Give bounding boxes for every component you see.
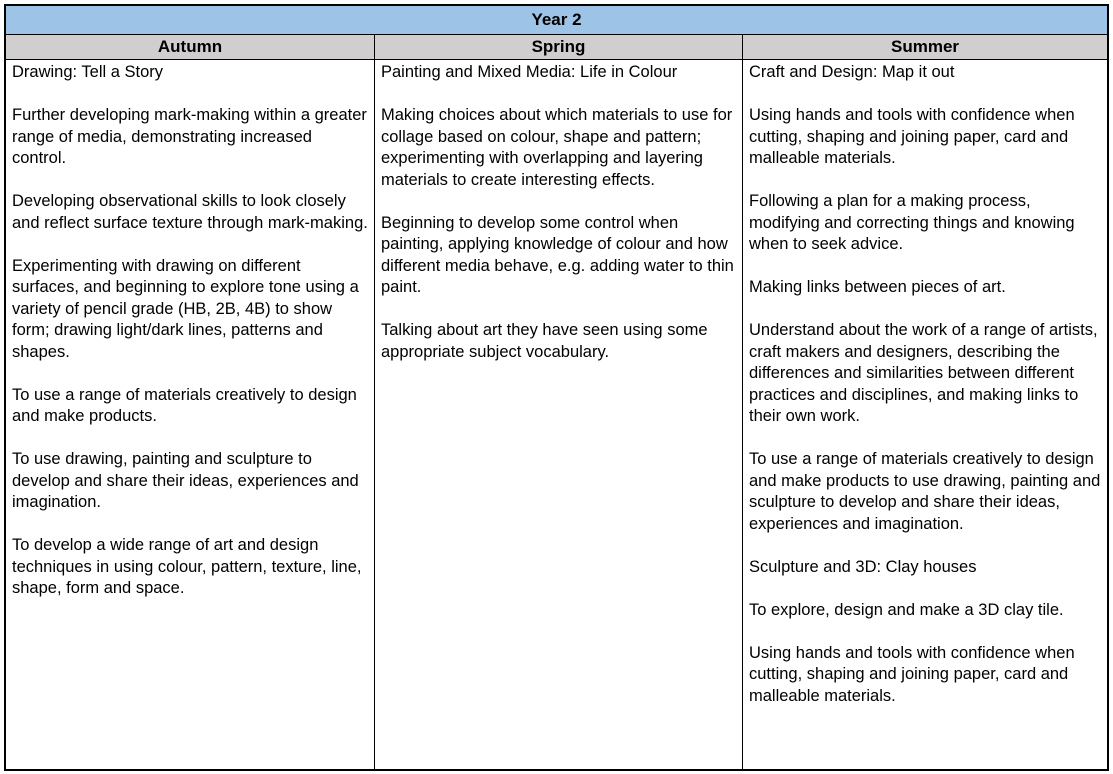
summer-paragraph: To explore, design and make a 3D clay tile. <box>749 600 1064 619</box>
curriculum-table <box>4 4 1109 771</box>
spring-paragraph: Beginning to develop some control when painting, applying knowledge of colour and how different media behave, e.g. adding water to thin paint. <box>381 213 734 296</box>
summer-paragraph: Understand about the work of a range of artists, craft makers and designers, describing the differences and similarities between different practices and disciplines, and making links to their own work. <box>749 321 1098 425</box>
autumn-unit-title: Drawing: Tell a Story <box>12 63 164 81</box>
summer-paragraph: Using hands and tools with confidence when cutting, shaping and joining paper, card and malleable materials. <box>749 106 1075 167</box>
summer-unit-title: Craft and Design: Map it out <box>749 63 955 81</box>
year-title: Year 2 <box>6 6 1107 35</box>
summer-paragraph: Following a plan for a making process, modifying and correcting things and knowing when to seek advice. <box>749 192 1075 253</box>
autumn-paragraph: Experimenting with drawing on different surfaces, and beginning to explore tone using a variety of pencil grade (HB, 2B, 4B) to show form; drawing light/dark lines, patterns and shapes. <box>12 256 359 361</box>
term-heading-spring: Spring <box>375 35 743 59</box>
autumn-paragraph: Further developing mark-making within a greater range of media, demonstrating increased control. <box>12 106 367 167</box>
spring-paragraph: Talking about art they have seen using some appropriate subject vocabulary. <box>381 321 708 361</box>
term-content-row <box>6 60 1107 770</box>
autumn-paragraph: Developing observational skills to look closely and reflect surface texture through mark-making. <box>12 192 368 232</box>
autumn-paragraph: To use a range of materials creatively to design and make products. <box>12 385 357 425</box>
spring-unit-title: Painting and Mixed Media: Life in Colour <box>381 63 678 81</box>
term-heading-autumn: Autumn <box>6 35 375 59</box>
autumn-cell <box>6 60 375 770</box>
summer-paragraph: Making links between pieces of art. <box>749 278 1006 296</box>
spring-paragraph: Making choices about which materials to use for collage based on colour, shape and pattern; experimenting with overlapping and layering materials to create interesting effects. <box>381 106 733 189</box>
autumn-paragraph: To develop a wide range of art and design techniques in using colour, pattern, texture, line, shape, form and space. <box>12 536 362 597</box>
summer-unit-title: Sculpture and 3D: Clay houses <box>749 557 977 576</box>
autumn-paragraph: To use drawing, painting and sculpture to develop and share their ideas, experiences and imagination. <box>12 450 359 511</box>
summer-cell <box>743 60 1107 770</box>
summer-paragraph: Using hands and tools with confidence when cutting, shaping and joining paper, card and malleable materials. <box>749 643 1075 705</box>
term-heading-summer: Summer <box>890 37 960 56</box>
summer-paragraph: To use a range of materials creatively to design and make products to use drawing, painting and sculpture to develop and share their ideas, experiences and imagination. <box>749 450 1101 533</box>
spring-cell <box>375 60 743 770</box>
term-header-row <box>6 35 1107 60</box>
